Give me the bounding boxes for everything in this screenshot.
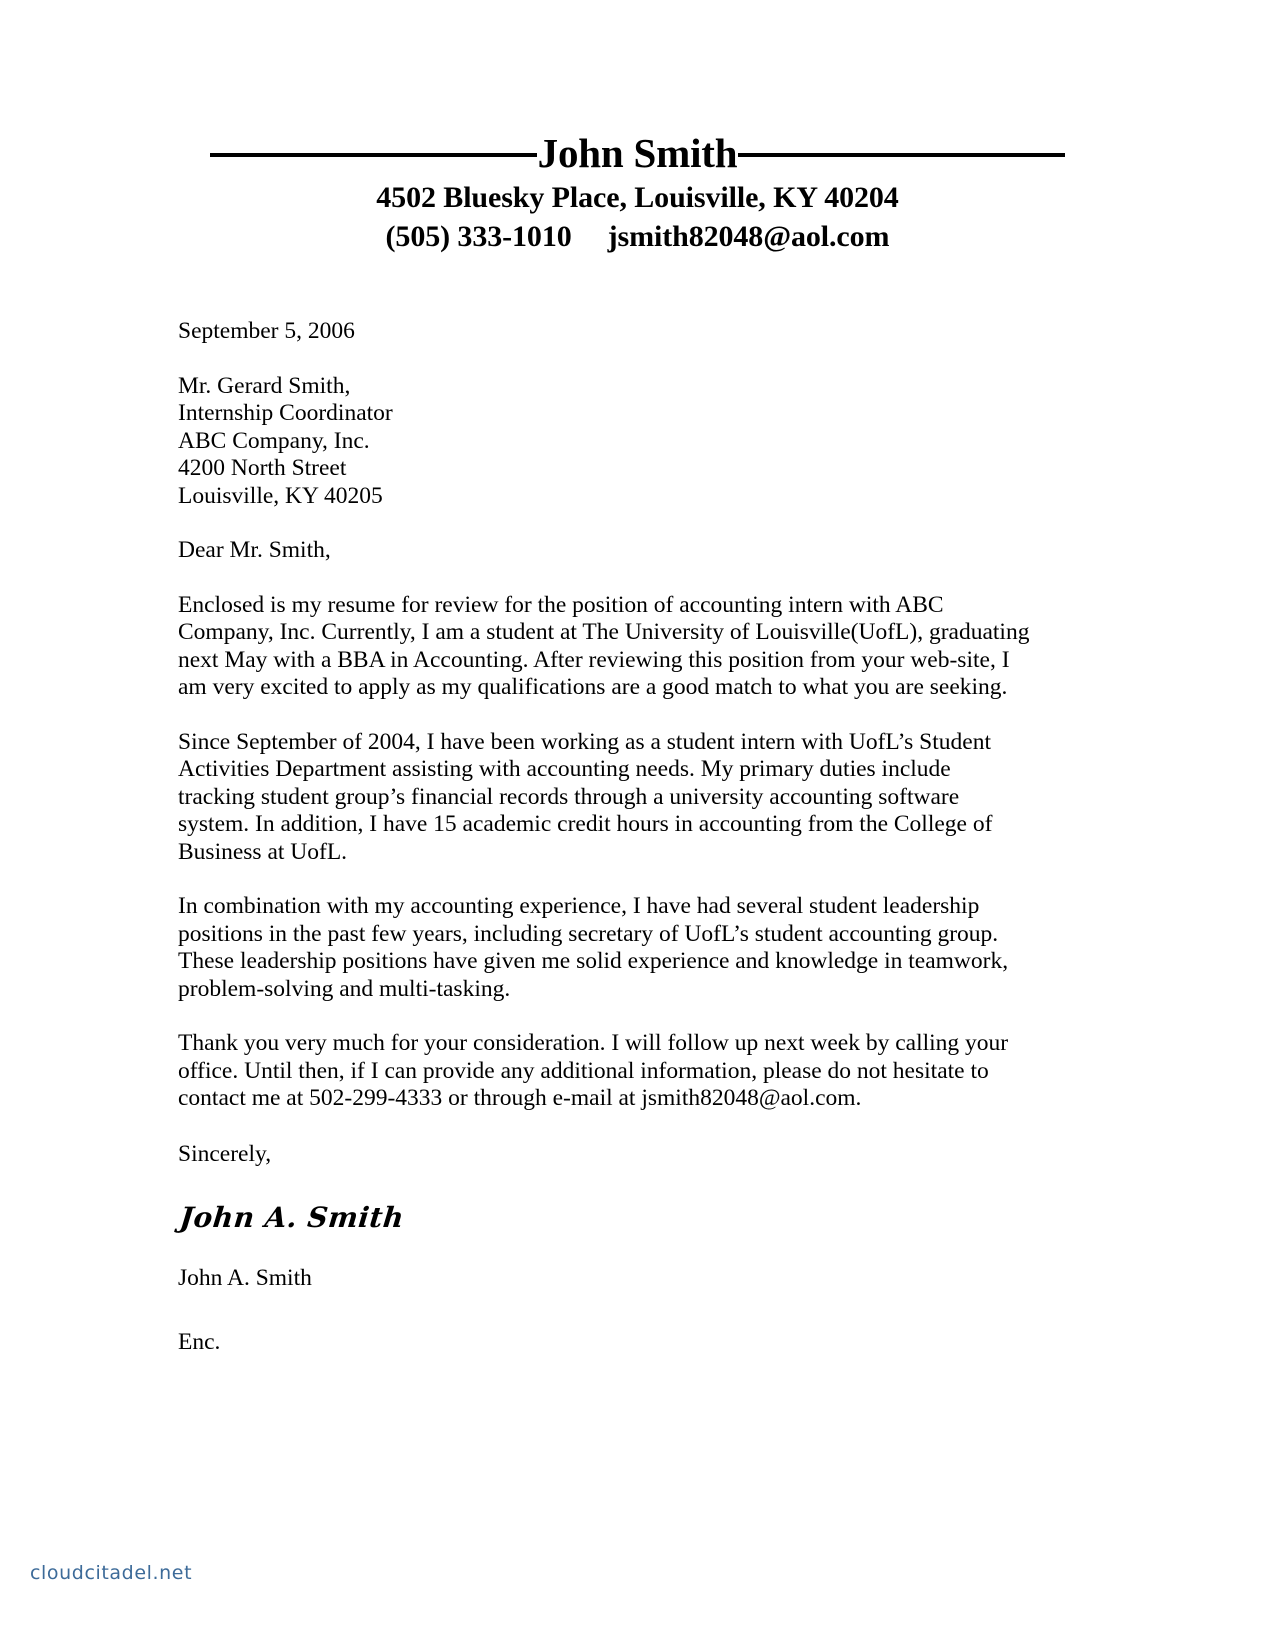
enclosure-notation: Enc. xyxy=(178,1328,221,1355)
letter-date: September 5, 2006 xyxy=(178,318,355,344)
footer-watermark: cloudcitadel.net xyxy=(30,1562,193,1584)
letterhead-address: 4502 Bluesky Place, Louisville, KY 40204 xyxy=(376,181,899,214)
letterhead-contact-row xyxy=(0,217,1275,256)
closing: Sincerely, xyxy=(178,1140,272,1167)
letterhead-rule-left xyxy=(210,153,537,157)
letterhead-email: jsmith82048@aol.com xyxy=(607,220,890,253)
letterhead xyxy=(0,132,1275,256)
letterhead-phone: (505) 333-1010 xyxy=(385,220,572,253)
signature-block xyxy=(178,1168,1033,1235)
recipient-line: ABC Company, Inc. xyxy=(178,427,370,454)
body-paragraph: In combination with my accounting experience, I have had several student leadership positions in the past few years, including secretary of UofL’s student accounting group. These leadership positions have given me solid experience and knowledge in teamwork, problem-solving and multi-tasking. xyxy=(178,893,1009,1002)
recipient-line: Mr. Gerard Smith, xyxy=(178,372,351,399)
recipient-line: 4200 North Street xyxy=(178,455,347,481)
signature-printed-name: John A. Smith xyxy=(178,1265,312,1291)
letterhead-rule-right xyxy=(738,153,1065,157)
recipient-line: Internship Coordinator xyxy=(178,400,393,426)
body-paragraph: Thank you very much for your consideration. I will follow up next week by calling your office. Until then, if I can provide any additional information, please do not hesitate to contact me at 502-299-4333 or through e-mail at jsmith82048@aol.com. xyxy=(178,1030,1009,1111)
letter-body xyxy=(178,318,1033,1356)
body-paragraph: Enclosed is my resume for review for the position of accounting intern with ABC Company, Inc. Currently, I am a student at The University of Louisville(UofL), graduating next May with a BBA in Accounting. After reviewing this position from your web-site, I am very excited to apply as my qualifications are a good match to what you are seeking. xyxy=(178,591,1030,700)
body-paragraph: Since September of 2004, I have been working as a student intern with UofL’s Student Activities Department assisting with accounting needs. My primary duties include tracking student group’s financial records through a university accounting software system. In addition, I have 15 academic credit hours in accounting from the College of Business at UofL. xyxy=(178,728,993,865)
letterhead-name-row xyxy=(0,132,1275,178)
salutation: Dear Mr. Smith, xyxy=(178,537,331,563)
letterhead-name: John Smith xyxy=(537,130,738,176)
recipient-address-block xyxy=(178,373,1033,511)
handwritten-signature: John A. Smith xyxy=(178,1201,406,1234)
recipient-line: Louisville, KY 40205 xyxy=(178,482,383,509)
